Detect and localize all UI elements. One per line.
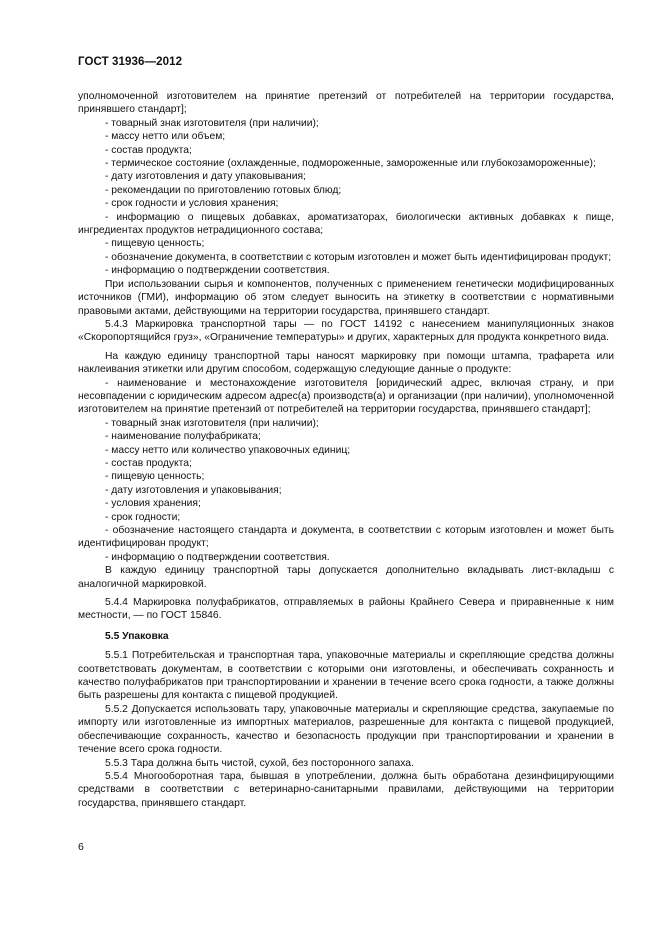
paragraph-5-5-4: 5.5.4 Многооборотная тара, бывшая в употреблении, должна быть обработана дезинфицирующими средствами в соответствии с ветеринарно-санитарными правилами, действующими на территории государства, принявшего стандарт. — [78, 770, 614, 809]
page-number: 6 — [78, 841, 84, 853]
paragraph-5-5-1: 5.5.1 Потребительская и транспортная тара, упаковочные материалы и скрепляющие средства должны соответствовать документам, в соответствии с которыми они изготовлены, и обеспечивать сохранность и качество полуфабрикатов при транспортировании и хранении в течение всего срока годности, а также должны быть разрешены для контакта с пищевой продукцией. — [78, 650, 614, 702]
list-item: - обозначение документа, в соответствии с которым изготовлен и может быть идентифицирован продукт; — [105, 251, 612, 263]
list-item: - информацию о подтверждении соответствия. — [105, 551, 330, 563]
list-item: - условия хранения; — [105, 498, 201, 510]
list-item: - наименование и местонахождение изготовителя [юридический адрес, включая страну, и при несовпадении с юридическим адресом адрес(а) производств(а) и организации (при наличии), уполномоченной изготовителем на принятие претензий от потребителей на территории государства, принявшего стандарт]; — [78, 377, 614, 416]
paragraph: При использовании сырья и компонентов, полученных с применением генетически модифицированных источников (ГМИ), информацию об этом следует выносить на этикетку в соответствии с нормативными правовыми актами, действующими на территории государства, принявшего стандарт. — [78, 278, 614, 317]
paragraph-5-4-4: 5.4.4 Маркировка полуфабрикатов, отправляемых в районы Крайнего Севера и приравненные к ним местности, — по ГОСТ 15846. — [78, 597, 614, 622]
list-item: - дату изготовления и дату упаковывания; — [105, 171, 306, 183]
paragraph-5-5-3: 5.5.3 Тара должна быть чистой, сухой, без посторонного запаха. — [105, 757, 414, 769]
list-item: - пищевую ценность; — [105, 238, 205, 250]
list-item: - массу нетто или количество упаковочных единиц; — [105, 444, 351, 456]
list-item: - массу нетто или объем; — [105, 131, 226, 143]
list-item: - наименование полуфабриката; — [105, 431, 261, 443]
list-item: - товарный знак изготовителя (при наличии); — [105, 117, 319, 129]
list-item: - пищевую ценность; — [105, 471, 205, 483]
list-item: - термическое состояние (охлажденные, подмороженные, замороженные или глубокозамороженные); — [105, 158, 596, 170]
list-item: - информацию о подтверждении соответствия. — [105, 265, 330, 277]
document-header: ГОСТ 31936—2012 — [78, 56, 183, 68]
section-heading-5-5: 5.5 Упаковка — [105, 630, 169, 642]
paragraph-5-4-3: 5.4.3 Маркировка транспортной тары — по ГОСТ 14192 с нанесением манипуляционных знаков «Скоропортящийся груз», «Ограничение температуры» и других, характерных для продукта конкретного вида. — [78, 318, 614, 344]
list-item: - состав продукта; — [105, 144, 192, 156]
paragraph: На каждую единицу транспортной тары наносят маркировку при помощи штампа, трафарета или наклеивания этикетки или другим способом, содержащую следующие данные о продукте: — [78, 350, 614, 376]
list-item: - обозначение настоящего стандарта и документа, в соответствии с которым изготовлен и может быть идентифицирован продукт; — [78, 525, 614, 550]
list-item: - дату изготовления и упаковывания; — [105, 484, 282, 496]
list-item: - срок годности; — [105, 511, 181, 523]
paragraph-5-5-2: 5.5.2 Допускается использовать тару, упаковочные материалы и скрепляющие средства, закупаемые по импорту или изготовленные из импортных материалов, разрешенные для контакта с пищевой продукцией, обеспечивающие сохранность, качество и безопасность продукции при транспортировании и хранении в течение всего срока годности. — [78, 703, 614, 756]
list-item: - срок годности и условия хранения; — [105, 198, 279, 210]
document-body — [78, 90, 614, 810]
paragraph-continuation: уполномоченной изготовителем на принятие претензий от потребителей на территории государства, принявшего стандарт]; — [78, 91, 614, 116]
list-item: - состав продукта; — [105, 457, 192, 469]
list-item: - товарный знак изготовителя (при наличии); — [105, 417, 319, 429]
paragraph: В каждую единицу транспортной тары допускается дополнительно вкладывать лист-вкладыш с аналогичной маркировкой. — [78, 565, 614, 590]
list-item: - рекомендации по приготовлению готовых блюд; — [105, 184, 342, 196]
list-item: - информацию о пищевых добавках, ароматизаторах, биологически активных добавках к пище, ингредиентах продуктов нетрадиционного состава; — [78, 211, 614, 237]
